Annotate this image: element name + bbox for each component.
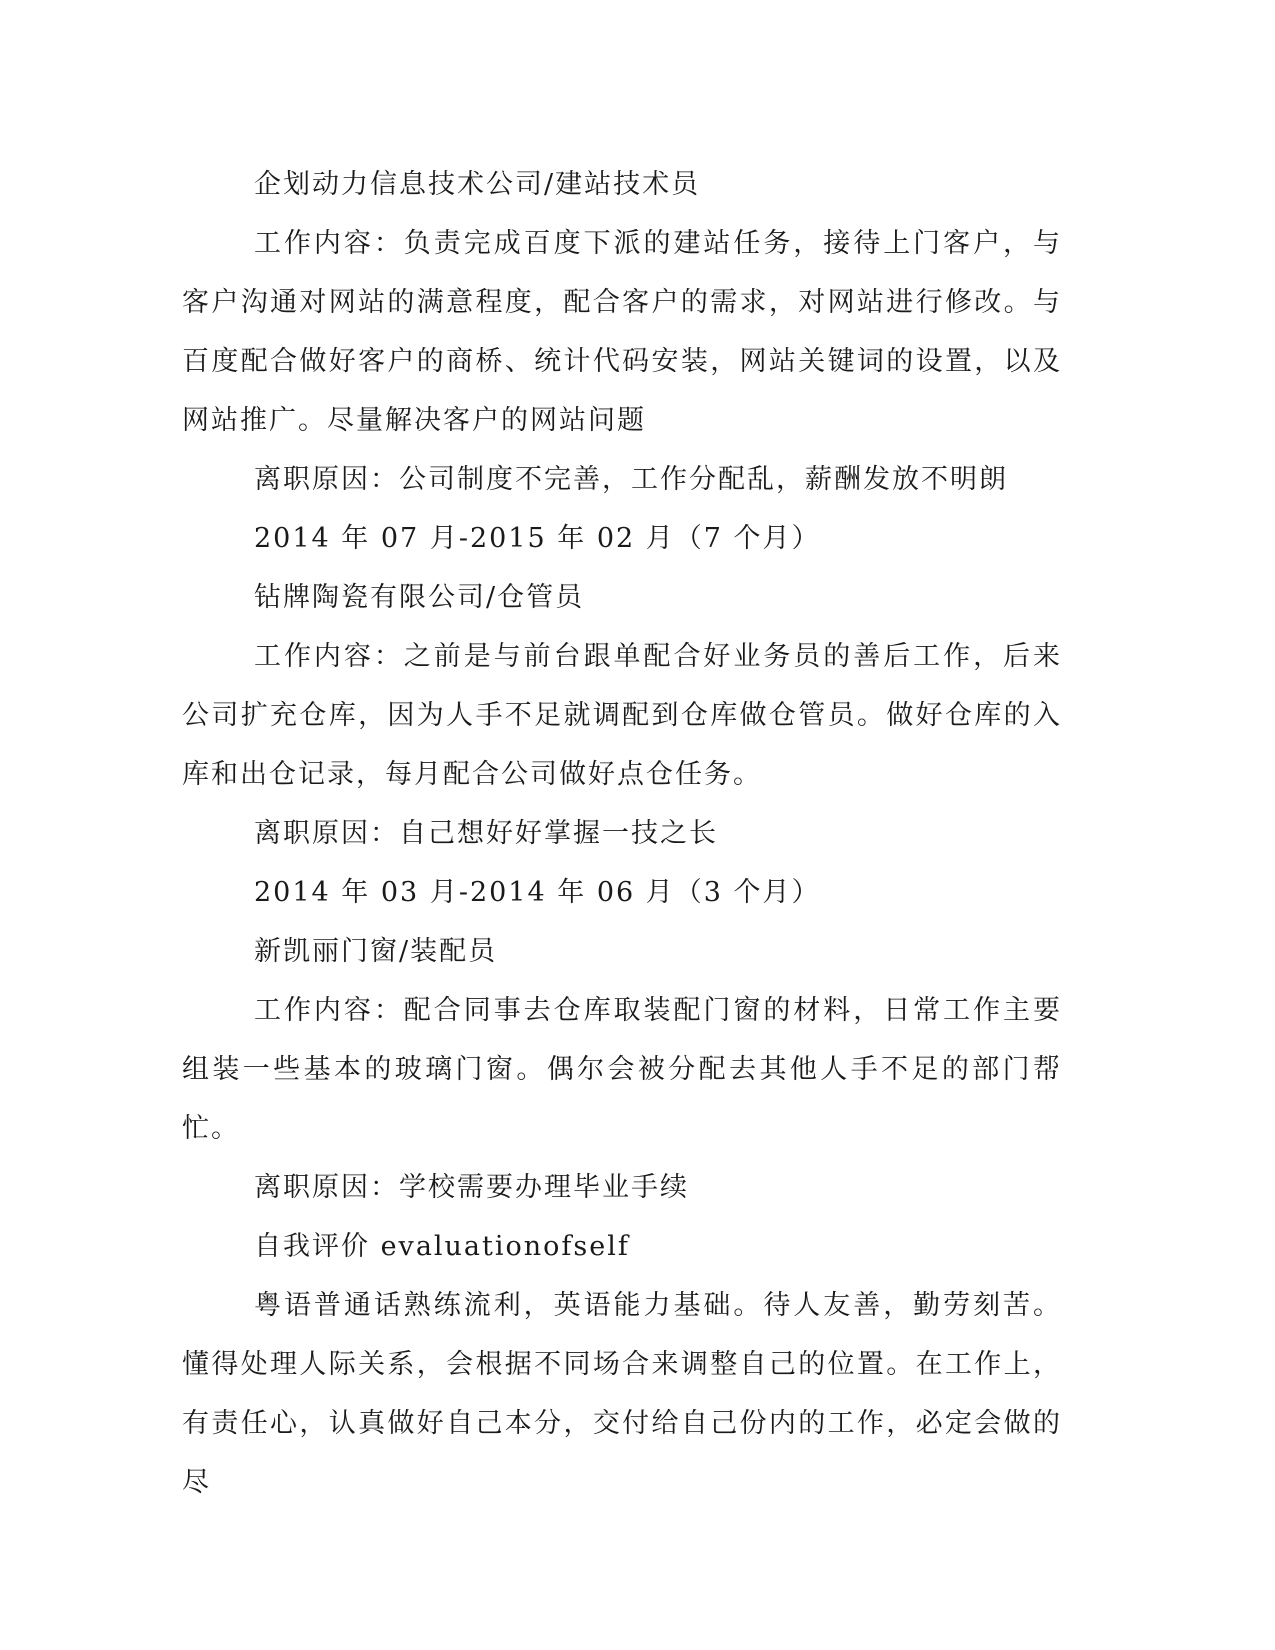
leaving-reason: 离职原因：公司制度不完善，工作分配乱，薪酬发放不明朗 — [254, 464, 1008, 495]
self-evaluation-text: 粤语普通话熟练流利，英语能力基础。待人友善，勤劳刻苦。懂得处理人际关系，会根据不同场合来调整自己的位置。在工作上，有责任心，认真做好自己本分，交付给自己份内的工作，必定会做的尽 — [182, 1290, 1062, 1498]
job-title: 钻牌陶瓷有限公司/仓管员 — [254, 582, 585, 613]
job-description: 工作内容：配合同事去仓库取装配门窗的材料，日常工作主要组装一些基本的玻璃门窗。偶尔会被分配去其他人手不足的部门帮忙。 — [182, 995, 1062, 1144]
leaving-reason: 离职原因：自己想好好掌握一技之长 — [254, 818, 718, 849]
leaving-reason: 离职原因：学校需要办理毕业手续 — [254, 1172, 689, 1203]
job-period: 2014 年 03 月-2014 年 06 月（3 个月） — [254, 877, 821, 908]
job-title: 新凯丽门窗/装配员 — [254, 936, 498, 967]
job-description: 工作内容：负责完成百度下派的建站任务，接待上门客户，与客户沟通对网站的满意程度，配合客户的需求，对网站进行修改。与百度配合做好客户的商桥、统计代码安装，网站关键词的设置，以及网站推广。尽量解决客户的网站问题 — [182, 228, 1062, 436]
resume-content — [182, 155, 1062, 1512]
job-title: 企划动力信息技术公司/建站技术员 — [254, 169, 701, 200]
job-period: 2014 年 07 月-2015 年 02 月（7 个月） — [254, 523, 821, 554]
job-description: 工作内容：之前是与前台跟单配合好业务员的善后工作，后来公司扩充仓库，因为人手不足就调配到仓库做仓管员。做好仓库的入库和出仓记录，每月配合公司做好点仓任务。 — [182, 641, 1062, 790]
section-heading-self-evaluation: 自我评价 evaluationofself — [254, 1231, 630, 1262]
